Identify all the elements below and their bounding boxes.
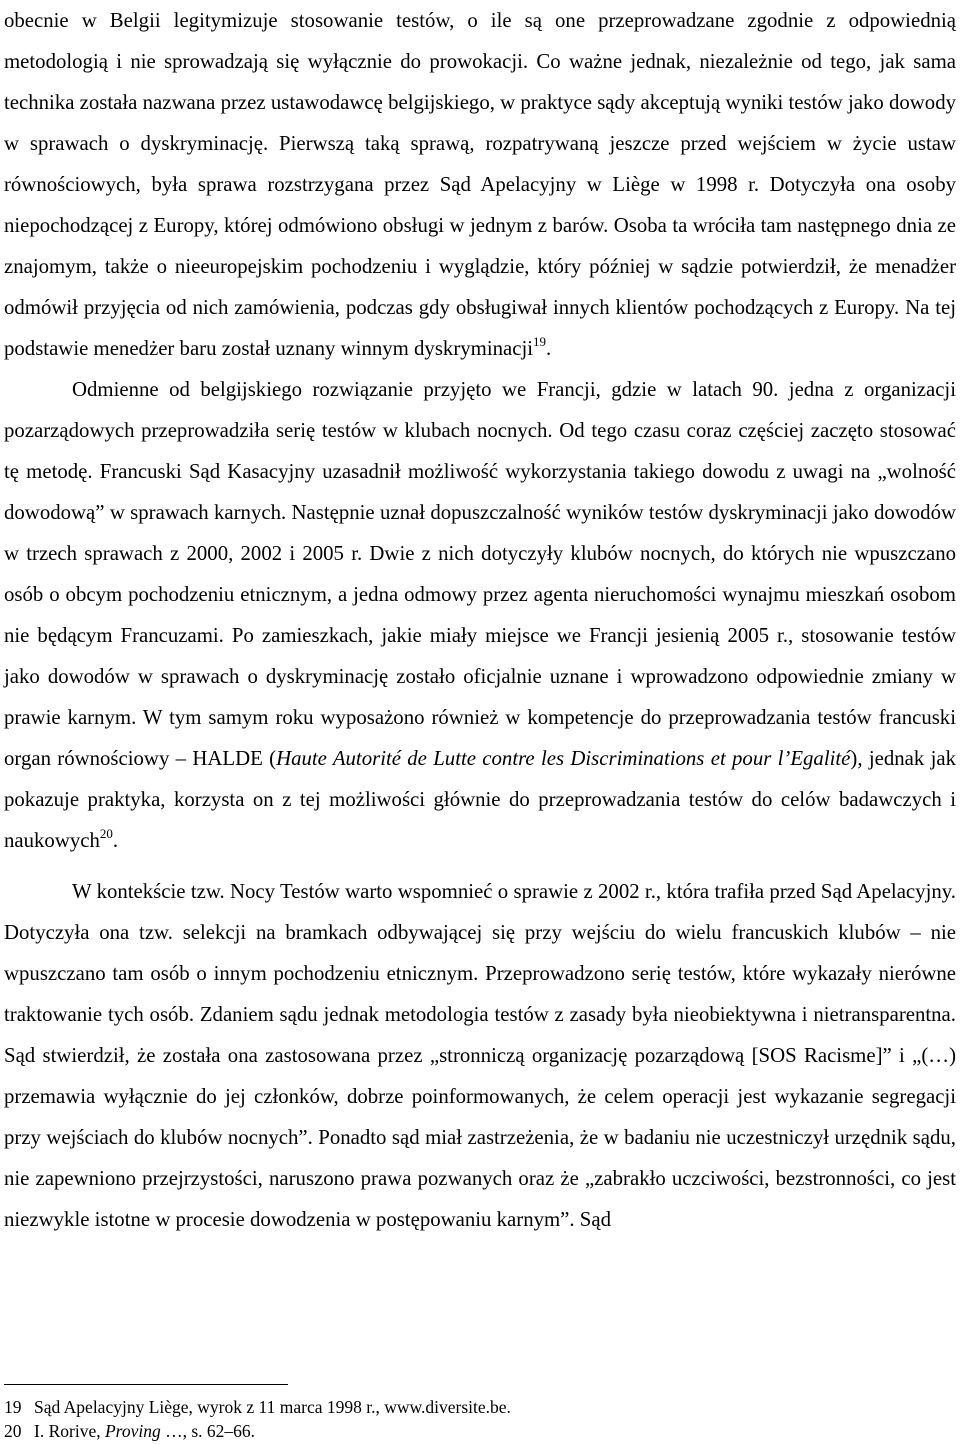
- footnote-text: Sąd Apelacyjny Liège, wyrok z 11 marca 1998 r., www.diversite.be.: [34, 1397, 511, 1417]
- footnote-ref-20[interactable]: 20: [99, 826, 113, 841]
- paragraph-2-text-a: Odmienne od belgijskiego rozwiązanie przyjęto we Francji, gdzie w latach 90. jedna z organizacji pozarządowych przeprowadziła serię testów w klubach nocnych. Od tego czasu coraz częściej zaczęto stosować tę metodę. Francuski Sąd Kasacyjny uzasadnił możliwość wykorzystania takiego dowodu z uwagi na „wolność dowodową” w sprawach karnych. Następnie uznał dopuszczalność wyników testów dyskryminacji jako dowodów w trzech sprawach z 2000, 2002 i 2005 r. Dwie z nich dotyczyły klubów nocnych, do których nie wpuszczano osób o obcym pochodzeniu etnicznym, a jedna odmowy przez agenta nieruchomości wynajmu mieszkań osobom nie będącym Francuzami. Po zamieszkach, jakie miały miejsce we Francji jesienią 2005 r., stosowanie testów jako dowodów w sprawach o dyskryminację zostało oficjalnie uznane i wprowadzono odpowiednie zmiany w prawie karnym. W tym samym roku wyposażono również w kompetencje do przeprowadzania testów francuski organ równościowy – HALDE (: [4, 378, 956, 770]
- paragraph-2-italic-term: Haute Autorité de Lutte contre les Discriminations et pour l’Egalité: [276, 747, 851, 770]
- footnote-number: 20: [4, 1421, 22, 1441]
- body-text: [4, 0, 956, 1240]
- footnote-separator: [4, 1384, 288, 1385]
- paragraph-1-text-b: .: [546, 337, 552, 360]
- footnote-italic-title: Proving: [104, 1421, 161, 1441]
- paragraph-2: [4, 369, 956, 861]
- footnote-20: [4, 1419, 956, 1443]
- footnote-number: 19: [4, 1397, 22, 1417]
- paragraph-3-text: W kontekście tzw. Nocy Testów warto wspomnieć o sprawie z 2002 r., która trafiła przed Sąd Apelacyjny. Dotyczyła ona tzw. selekcji na bramkach odbywającej się przy wejściu do wielu francuskich klubów – nie wpuszczano tam osób o innym pochodzeniu etnicznym. Przeprowadzono serię testów, które wykazały nierówne traktowanie tych osób. Zdaniem sądu jednak metodologia testów z zasady była nieobiektywna i nietransparentna. Sąd stwierdził, że została ona zastosowana przez „stronniczą organizację pozarządową [SOS Racisme]” i „(…) przemawia wyłącznie do jej członków, dobrze poinformowanych, że celem operacji jest wykazanie segregacji przy wejściach do klubów nocnych”. Ponadto sąd miał zastrzeżenia, że w badaniu nie uczestniczył urzędnik sądu, nie zapewniono przejrzystości, naruszono prawa pozwanych oraz że „zabrakło uczciwości, bezstronności, co jest niezwykle istotne w procesie dowodzenia w postępowaniu karnym”. Sąd: [4, 880, 956, 1231]
- footnote-19: [4, 1395, 956, 1419]
- paragraph-1-text-a: obecnie w Belgii legitymizuje stosowanie testów, o ile są one przeprowadzane zgodnie z odpowiednią metodologią i nie sprowadzają się wyłącznie do prowokacji. Co ważne jednak, niezależnie od tego, jak sama technika została nazwana przez ustawodawcę belgijskiego, w praktyce sądy akceptują wyniki testów jako dowody w sprawach o dyskryminację. Pierwszą taką sprawą, rozpatrywaną jeszcze przed wejściem w życie ustaw równościowych, była sprawa rozstrzygana przez Sąd Apelacyjny w Liège w 1998 r. Dotyczyła ona osoby niepochodzącej z Europy, której odmówiono obsługi w jednym z barów. Osoba ta wróciła tam następnego dnia ze znajomym, także o nieeuropejskim pochodzeniu i wyglądzie, który później w sądzie potwierdził, że menadżer odmówił przyjęcia od nich zamówienia, podczas gdy obsługiwał innych klientów pochodzących z Europy. Na tej podstawie menedżer baru został uznany winnym dyskryminacji: [4, 9, 956, 360]
- footnotes: [4, 1395, 956, 1443]
- footnote-text-suffix: …, s. 62–66.: [160, 1421, 256, 1441]
- footnote-ref-19[interactable]: 19: [533, 334, 547, 349]
- paragraph-2-text-b: ), jednak jak pokazuje praktyka, korzysta on z tej możliwości głównie do przeprowadzania testów do celów badawczych i naukowych: [4, 747, 956, 852]
- paragraph-1: [4, 0, 956, 369]
- footnote-text-prefix: I. Rorive,: [34, 1421, 105, 1441]
- paragraph-2-text-c: .: [112, 829, 119, 852]
- paragraph-3: [4, 871, 956, 1240]
